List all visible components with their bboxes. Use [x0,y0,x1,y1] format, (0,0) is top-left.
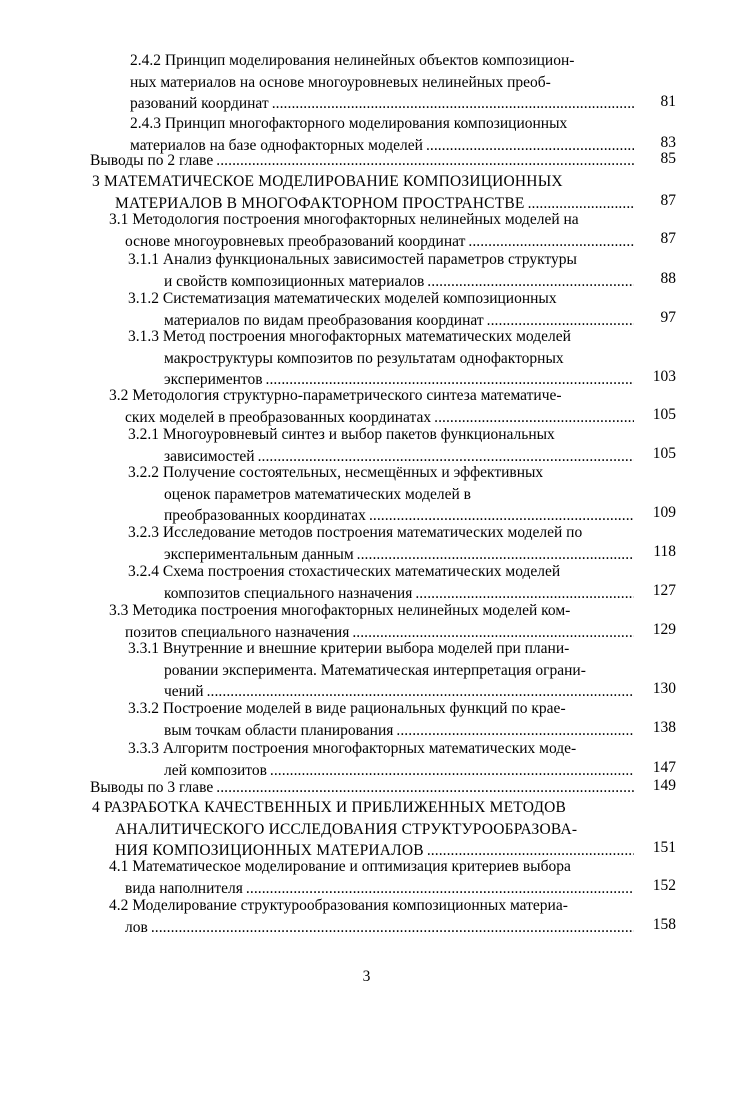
toc-page-number: 103 [652,368,676,385]
toc-page-number: 158 [652,916,676,933]
toc-leader [216,777,634,799]
toc-line: МАТЕРИАЛОВ В МНОГОФАКТОРНОМ ПРОСТРАНСТВЕ [115,194,525,212]
toc-line: 3.2.2 Получение состоятельных, несмещённых и эффективных [128,464,544,481]
toc-line: 3.2.1 Многоуровневый синтез и выбор пакетов функциональных [128,426,555,443]
toc-page-number: 88 [660,270,676,287]
toc-entry-3-1-1 [128,249,634,292]
toc-line: 4.1 Математическое моделирование и оптимизация критериев выбора [109,858,571,875]
toc-line: лей композитов [164,761,267,779]
toc-entry-4-1 [109,856,634,899]
toc-entry-3-2-1 [128,424,634,467]
toc-page-number: 109 [652,504,676,521]
toc-leader [151,917,634,939]
toc-line: НИЯ КОМПОЗИЦИОННЫХ МАТЕРИАЛОВ [115,842,424,860]
toc-line: Выводы по 2 главе [90,152,214,169]
toc-line: макроструктуры композитов по результатам однофакторных [164,349,564,367]
toc-line: преобразованных координатах [164,507,366,525]
toc-line: 3.2 Методология структурно-параметрического синтеза математиче- [109,387,562,404]
toc-page-number: 105 [652,445,676,462]
toc-entry-chapter-4 [92,797,634,862]
toc-line: 3.3.1 Внутренние и внешние критерии выбора моделей при плани- [128,640,570,657]
toc-line: 4 РАЗРАБОТКА КАЧЕСТВЕННЫХ И ПРИБЛИЖЕННЫХ МЕТОДОВ [92,799,567,816]
toc-line: материалов на базе однофакторных моделей [130,136,423,154]
toc-line: ных материалов на основе многоуровневых нелинейных преоб- [130,73,551,91]
toc-entry-conclusions-2 [90,150,634,172]
toc-line: 3 МАТЕМАТИЧЕСКОЕ МОДЕЛИРОВАНИЕ КОМПОЗИЦИОННЫХ [92,173,563,190]
toc-line: материалов по видам преобразования координат [164,311,484,329]
toc-line: ских моделей в преобразованных координатах [125,408,432,426]
toc-line: 3.3 Методика построения многофакторных нелинейных моделей ком- [109,602,571,619]
toc-page-number: 152 [652,877,676,894]
toc-entry-3-3-3 [128,738,634,781]
toc-line: АНАЛИТИЧЕСКОГО ИССЛЕДОВАНИЯ СТРУКТУРООБРАЗОВА- [115,820,578,838]
toc-entry-3-1-3 [128,326,634,391]
toc-leader [216,150,634,172]
toc-page-number: 147 [652,759,676,776]
toc-line: зависимостей [164,447,255,465]
toc-line: Выводы по 3 главе [90,779,214,796]
toc-line: 3.2.4 Схема построения стохастических математических моделей [128,563,561,580]
toc-page-number: 85 [660,150,676,167]
toc-entry-2-4-2 [130,50,634,115]
toc-page-number: 87 [660,230,676,247]
page-number-footer: 3 [362,968,371,985]
toc-line: 4.2 Моделирование структурообразования композиционных материа- [109,897,568,914]
toc-line: 3.1.2 Систематизация математических моделей композиционных [128,290,557,307]
toc-entry-4-2 [109,895,634,938]
toc-line: 3.2.3 Исследование методов построения математических моделей по [128,524,583,541]
toc-entry-3-3-1 [128,638,634,703]
toc-leader [272,93,634,115]
toc-line: разований координат [130,95,269,113]
toc-page-number: 97 [660,309,676,326]
toc-line: 3.1 Методология построения многофакторных нелинейных моделей на [109,211,579,228]
toc-line: вида наполнителя [125,879,243,897]
toc-line: экспериментальным данным [164,545,354,563]
toc-entry-3-3-2 [128,698,634,741]
toc-line: основе многоуровневых преобразований координат [125,232,466,250]
toc-line: ровании эксперимента. Математическая интерпретация ограни- [164,661,586,679]
toc-line: чений [164,683,204,701]
toc-entry-3-2-4 [128,561,634,604]
toc-entry-3-2-2 [128,462,634,527]
toc-page-number: 151 [652,839,676,856]
toc-line: вым точкам области планирования [164,721,394,739]
toc-line: композитов специального назначения [164,584,413,602]
toc-line: лов [125,918,148,936]
toc-entry-3-2-3 [128,522,634,565]
toc-line: экспериментов [164,371,263,389]
toc-page-number: 130 [652,680,676,697]
toc-entry-3-1-2 [128,288,634,331]
toc-page-number: 118 [653,543,676,560]
toc-page-number: 83 [660,134,676,151]
toc-line: 2.4.2 Принцип моделирования нелинейных объектов композицион- [130,52,575,69]
toc-page-number: 81 [660,93,676,110]
toc-line: и свойств композиционных материалов [164,272,425,290]
toc-page-number: 127 [652,582,676,599]
toc-page-number: 87 [660,192,676,209]
toc-page-number: 105 [652,406,676,423]
toc-page-number: 138 [652,719,676,736]
toc-entry-3-1 [109,209,634,252]
toc-line: 3.1.3 Метод построения многофакторных математических моделей [128,328,571,345]
toc-line: оценок параметров математических моделей в [164,485,471,503]
toc-page-number: 129 [652,621,676,638]
toc-line: 3.3.2 Построение моделей в виде рациональных функций по крае- [128,700,566,717]
toc-entry-3-3 [109,600,634,643]
toc-line: позитов специального назначения [125,623,350,641]
toc-page-number: 149 [652,777,676,794]
toc-entry-3-2 [109,385,634,428]
toc-line: 2.4.3 Принцип многофакторного моделирования композиционных [130,115,568,132]
toc-line: 3.1.1 Анализ функциональных зависимостей параметров структуры [128,251,577,268]
toc-line: 3.3.3 Алгоритм построения многофакторных математических моде- [128,740,577,757]
toc-entry-conclusions-3 [90,777,634,799]
toc-entry-chapter-3 [92,171,634,214]
